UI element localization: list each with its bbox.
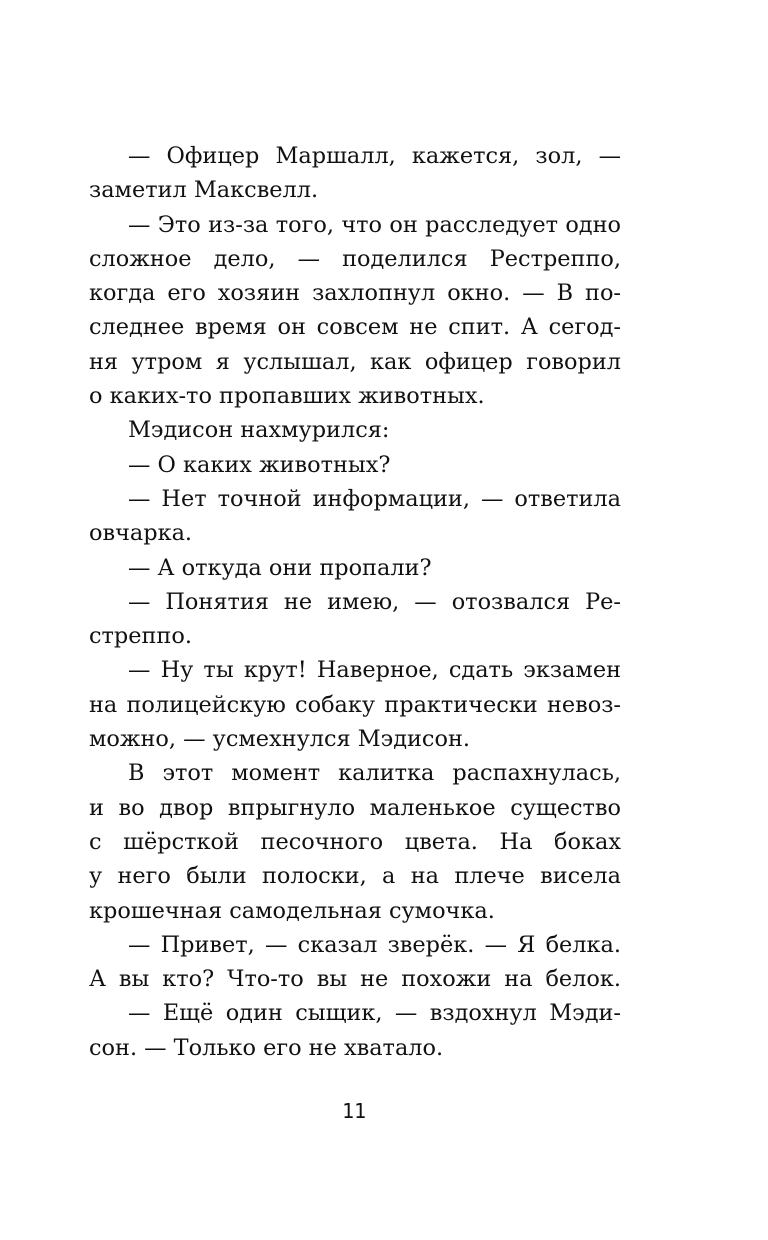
text-line: В этот момент калитка распахнулась, — [128, 760, 621, 787]
text-line: — Понятия не имею, — отозвался Ре- — [128, 588, 621, 615]
text-line: — Нет точной информации, — ответила — [128, 485, 621, 512]
text-line: стреппо. — [89, 623, 192, 650]
text-line: о каких-то пропавших животных. — [89, 383, 485, 410]
text-line: сон. — Только его не хватало. — [89, 1034, 444, 1061]
text-line: — Офицер Маршалл, кажется, зол, — — [128, 143, 621, 169]
text-line: — О каких животных? — [128, 451, 391, 478]
text-line: — Привет, — сказал зверёк. — Я белка. — [128, 931, 621, 958]
text-line: ня утром я услышал, как офицер говорил — [89, 348, 621, 375]
text-line: можно, — усмехнулся Мэдисон. — [89, 726, 470, 753]
text-line: крошечная самодельная сумочка. — [89, 897, 495, 924]
text-line: на полицейскую собаку практически невоз- — [89, 691, 621, 718]
text-line: — А откуда они пропали? — [128, 554, 432, 581]
text-line: с шёрсткой песочного цвета. На боках — [89, 828, 621, 855]
text-line: когда его хозяин захлопнул окно. — В по- — [89, 280, 621, 307]
text-line: — Ну ты крут! Наверное, сдать экзамен — [128, 657, 621, 684]
text-line: овчарка. — [89, 520, 193, 547]
text-line: А вы кто? Что-то вы не похожи на белок. — [89, 966, 621, 993]
text-line: у него были полоски, а на плече висела — [89, 863, 621, 890]
page-text — [89, 139, 621, 1065]
text-line: Мэдисон нахмурился: — [128, 417, 390, 444]
text-line: — Ещё один сыщик, — вздохнул Мэди- — [128, 1000, 621, 1027]
text-line: следнее время он совсем не спит. А сегод- — [89, 314, 621, 341]
text-line: заметил Максвелл. — [89, 177, 319, 204]
text-line: и во двор впрыгнуло маленькое существо — [89, 794, 621, 821]
text-line: сложное дело, — поделился Рестреппо, — [89, 245, 621, 272]
text-line: — Это из-за того, что он расследует одно — [128, 211, 621, 238]
page-number: 11 — [341, 1099, 367, 1123]
